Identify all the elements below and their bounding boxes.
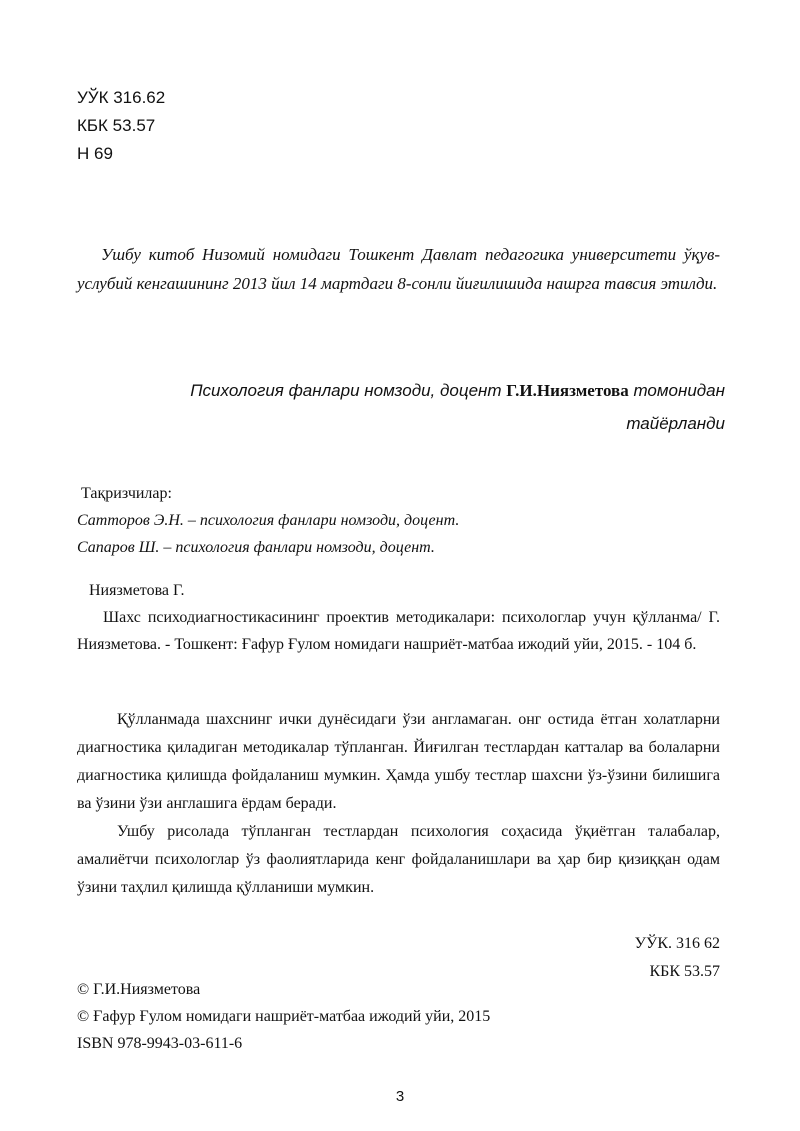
footer-udk-code: УЎК. 316 62: [634, 935, 720, 952]
reviewers-block: [77, 480, 459, 561]
copyright-author: © Г.И.Ниязметова: [77, 981, 201, 998]
isbn: ISBN 978-9943-03-611-6: [77, 1035, 243, 1052]
footer-codes: [635, 930, 720, 986]
biblio-description: Шахс психодиагностикасининг проектив методикалари: психологлар учун қўлланма/ Г. Ниязметова. - Тошкент: Ғафур Ғулом номидаги нашриёт-матбаа ижодий уйи, 2015. - 104 б.: [77, 609, 720, 653]
classification-codes: [77, 84, 165, 168]
prepared-by-suffix: томонидан тайёрланди: [626, 381, 725, 433]
page-number: 3: [395, 1088, 405, 1105]
approval-statement: Ушбу китоб Низомий номидаги Тошкент Давлат педагогика университети ўқув-услубий кенгашининг 2013 йил 14 мартдаги 8-сонли йиғилишида нашрга тавсия этилди.: [77, 245, 720, 293]
copyright-block: [77, 976, 490, 1057]
annotation-paragraph: Қўлланмада шахснинг ички дунёсидаги ўзи англамаган. онг остида ётган холатларни диагностика қиладиган методикалар тўпланган. Йиғилган тестлардан катталар ва болаларни диагностика қилишда фойдаланиш мумкин. Ҳамда ушбу тестлар шахсни ўз-ўзини билишига ва ўзини ўзи англашига ёрдам беради.: [77, 711, 720, 812]
author-code: Н 69: [77, 144, 113, 163]
reviewer-item: Сапаров Ш. – психология фанлари номзоди, доцент.: [77, 539, 435, 556]
prepared-by-prefix: Психология фанлари номзоди, доцент: [190, 381, 507, 400]
prepared-by-name: Г.И.Ниязметова: [506, 381, 629, 400]
annotation-paragraph: Ушбу рисолада тўпланган тестлардан психология соҳасида ўқиётган талабалар, амалиётчи психологлар ўз фаолиятларида кенг фойдаланишлари ва ҳар бир қизиққан одам ўзини таҳлил қилишда қўлланиши мумкин.: [77, 823, 720, 896]
bibliographic-record: [77, 577, 720, 658]
udk-code: УЎК 316.62: [77, 88, 166, 107]
bbk-code: КБК 53.57: [77, 116, 156, 135]
reviewer-item: Сатторов Э.Н. – психология фанлари номзоди, доцент.: [77, 512, 460, 529]
copyright-publisher: © Ғафур Ғулом номидаги нашриёт-матбаа ижодий уйи, 2015: [77, 1008, 491, 1025]
prepared-by: [100, 374, 725, 440]
biblio-author: Ниязметова Г.: [89, 582, 185, 599]
reviewers-heading: Тақризчилар:: [81, 485, 172, 502]
annotation: [77, 706, 720, 902]
footer-bbk-code: КБК 53.57: [649, 963, 720, 980]
